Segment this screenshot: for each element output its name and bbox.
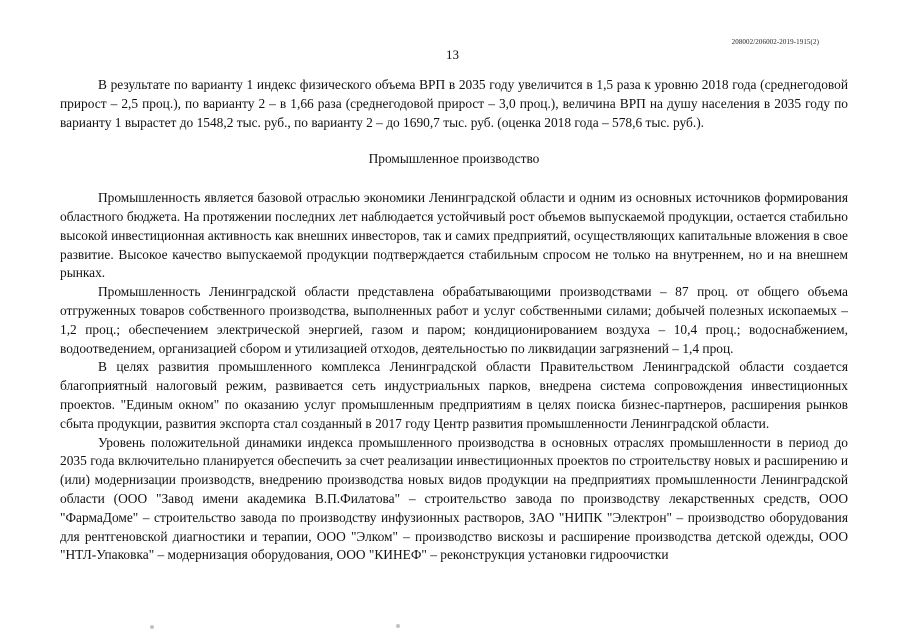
section-title: Промышленное производство: [368, 151, 540, 167]
paragraph-industry-base: Промышленность является базовой отраслью экономики Ленинградской области и одним из основных источников формирования областного бюджета. На протяжении последних лет наблюдается устойчивый рост объемов выпускаемой продукции, остается стабильно высокой инвестиционная активность как внешних инвесторов, так и самих предприятий, осуществляющих капитальные вложения в свое развитие. Высокое качество выпускаемой продукции подтверждается стабильным спросом не только на внутреннем, но и на внешнем рынках.: [60, 190, 848, 281]
paragraph-investment-projects: Уровень положительной динамики индекса промышленного производства в основных отраслях промышленности в период до 2035 года включительно планируется обеспечить за счет реализации инвестиционных проектов по строительству новых и расширению и (или) модернизации производств, внедрению производства новых видов продукции на предприятиях промышленности Ленинградской области (ООО "Завод имени академика В.П.Филатова" – строительство завода по производству лекарственных средств, ООО "ФармаДоме" – строительство завода по производству инфузионных растворов, ЗАО "НИПК "Электрон" – производство оборудования для рентгеновской диагностики и терапии, ООО "Элком" – производство вискозы и расширение производства детской одежды, ООО "НТЛ-Упаковка" – модернизация оборудования, ООО "КИНЕФ" – реконструкция установки гидроочистки: [60, 434, 848, 563]
paragraph-government-support: В целях развития промышленного комплекса Ленинградской области Правительством Ленинградской области создается благоприятный налоговый режим, развивается сеть индустриальных парков, внедрена система сопровождения инвестиционных проектов. "Единым окном" по оказанию услуг промышленным предприятиям в целях поиска бизнес-партнеров, расширения рынков сбыта продукции, развития экспорта стал созданный в 2017 году Центр развития промышленности Ленинградской области.: [60, 359, 848, 431]
paragraph-grp-results: В результате по варианту 1 индекс физического объема ВРП в 2035 году увеличится в 1,5 раза к уровню 2018 года (среднегодовой прирост – 2,5 проц.), по варианту 2 – в 1,66 раза (среднегодовой прирост – 3,0 проц.), величина ВРП на душу населения в 2035 году по варианту 1 вырастет до 1548,2 тыс. руб., по варианту 2 – до 1690,7 тыс. руб. (оценка 2018 года – 578,6 тыс. руб.).: [60, 77, 848, 130]
scan-artifacts: [0, 622, 905, 632]
paragraph-industry-structure: Промышленность Ленинградской области представлена обрабатывающими производствами – 87 проц. от общего объема отгруженных товаров собственного производства, выполненных работ и услуг собственными силами; добычей полезных ископаемых – 1,2 проц.; обеспечением электрической энергией, газом и паром; кондиционированием воздуха – 10,4 проц.; водоснабжением, водоотведением, организацией сбором и утилизацией отходов, деятельностью по ликвидации загрязнений – 1,4 проц.: [60, 284, 848, 356]
scan-dot: [150, 625, 154, 629]
document-body: [60, 76, 848, 565]
page-number: 13: [446, 47, 459, 62]
document-id: 208002/206002-2019-1915(2): [731, 38, 819, 46]
scan-dot: [396, 624, 400, 628]
